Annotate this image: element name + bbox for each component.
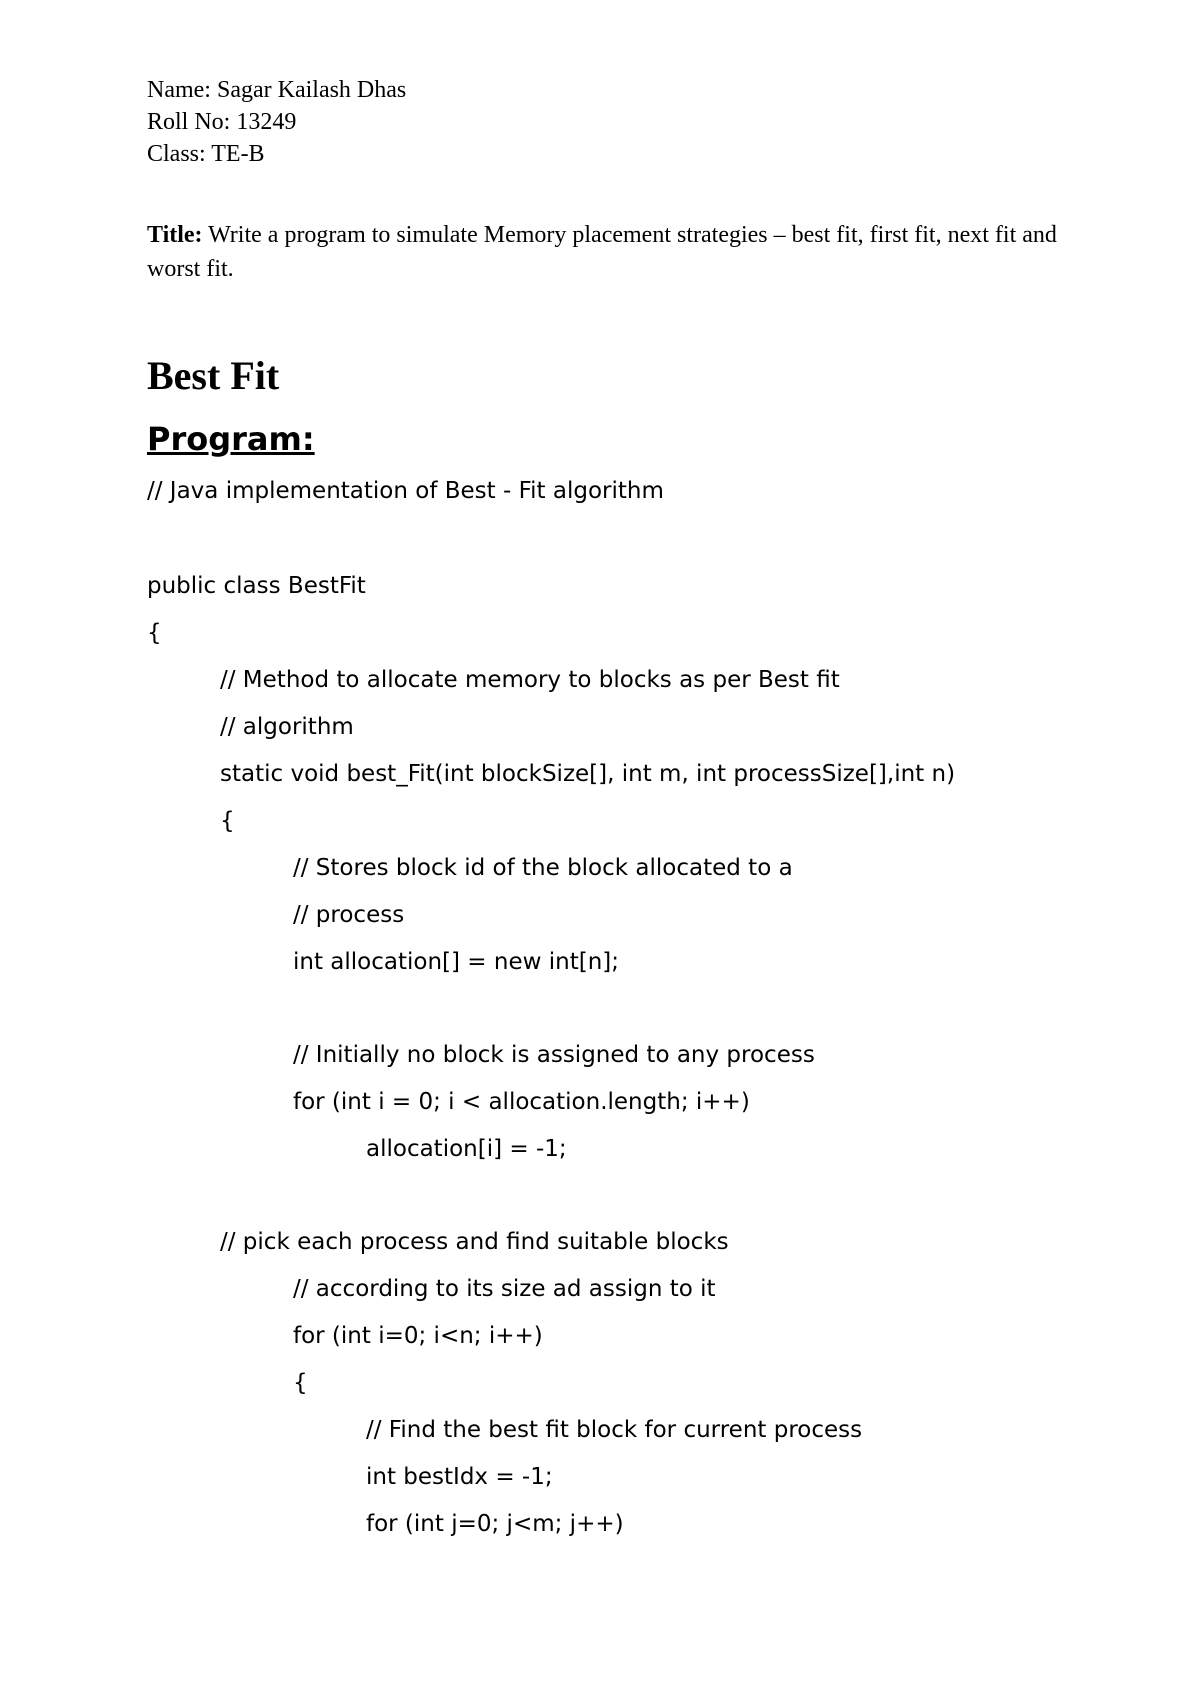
code-line: // according to its size ad assign to it <box>293 1276 716 1302</box>
code-line: public class BestFit <box>147 573 366 599</box>
code-line: for (int i = 0; i < allocation.length; i++) <box>293 1089 750 1115</box>
code-line: for (int j=0; j<m; j++) <box>366 1511 624 1537</box>
assignment-title <box>147 218 1077 286</box>
section-heading: Best Fit <box>147 353 280 398</box>
program-heading: Program: <box>147 420 315 458</box>
code-line: for (int i=0; i<n; i++) <box>293 1323 543 1349</box>
code-line: // Initially no block is assigned to any process <box>293 1042 815 1068</box>
roll-number: Roll No: 13249 <box>147 109 297 135</box>
code-line: // Find the best fit block for current process <box>366 1417 863 1443</box>
code-line: { <box>293 1370 308 1396</box>
code-line: // process <box>293 902 405 928</box>
class-label: Class: TE-B <box>147 141 265 167</box>
code-line: // Stores block id of the block allocated to a <box>293 855 793 881</box>
code-line: allocation[i] = -1; <box>366 1136 567 1162</box>
title-text: Write a program to simulate Memory placement strategies – best fit, first fit, next fit and worst fit. <box>147 222 1057 282</box>
code-line: // algorithm <box>220 714 354 740</box>
code-line: // pick each process and find suitable blocks <box>220 1229 729 1255</box>
code-line: // Method to allocate memory to blocks as per Best fit <box>220 667 840 693</box>
code-line: int bestIdx = -1; <box>366 1464 553 1490</box>
title-label: Title: <box>147 222 203 248</box>
code-line: int allocation[] = new int[n]; <box>293 949 619 975</box>
code-line: { <box>147 620 162 646</box>
code-line: // Java implementation of Best - Fit algorithm <box>147 478 664 504</box>
code-line: { <box>220 808 235 834</box>
code-line: static void best_Fit(int blockSize[], int m, int processSize[],int n) <box>220 761 956 787</box>
student-name: Name: Sagar Kailash Dhas <box>147 77 407 103</box>
